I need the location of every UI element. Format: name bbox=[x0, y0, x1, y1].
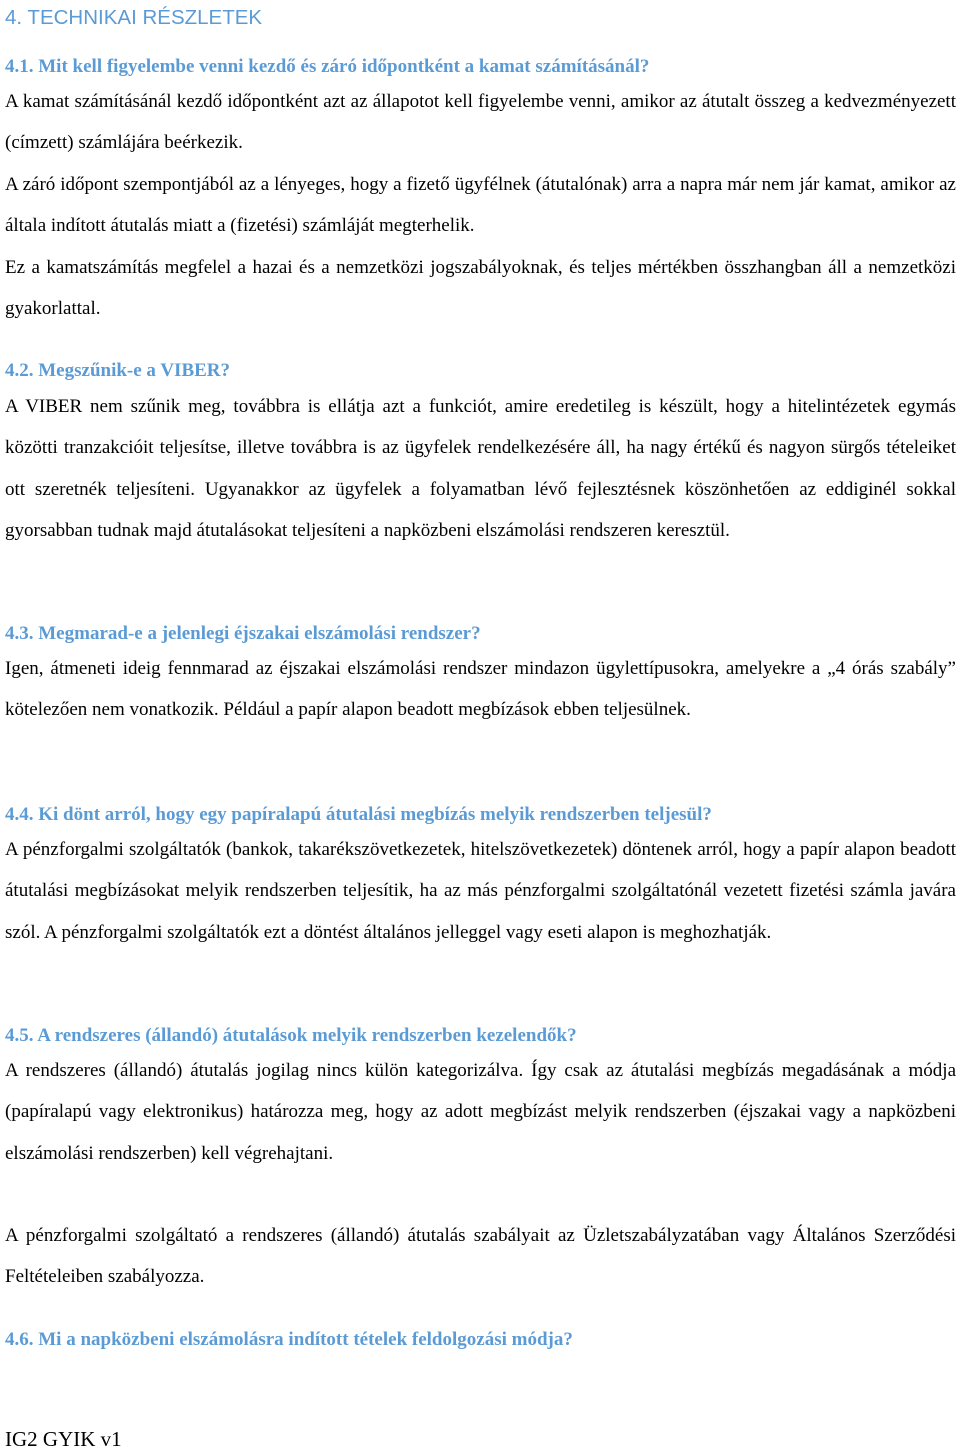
section-heading-4-1: 4.1. Mit kell figyelembe venni kezdő és záró időpontként a kamat számításánál? bbox=[5, 56, 650, 77]
section-4-5-paragraph-1: A rendszeres (állandó) átutalás jogilag nincs külön kategorizálva. Így csak az átutalási megbízás megadásának a módja (papíralapú vagy elektronikus) határozza meg, hogy az adott megbízást melyik rendszerben (éjszakai vagy a napközbeni elszámolási rendszerben) kell végrehajtani. bbox=[5, 1060, 956, 1164]
section-4-4-paragraph-1: A pénzforgalmi szolgáltatók (bankok, takarékszövetkezetek, hitelszövetkezetek) döntenek arról, hogy a papír alapon beadott átutalási megbízásokat melyik rendszerben teljesítik, ha az más pénzforgalmi szolgáltatónál vezetett fizetési számla javára szól. A pénzforgalmi szolgáltatók ezt a döntést általános jelleggel vagy eseti alapon is meghozhatják. bbox=[5, 839, 956, 943]
section-heading-4-6: 4.6. Mi a napközbeni elszámolásra indított tételek feldolgozási módja? bbox=[5, 1329, 573, 1350]
section-4-2-paragraph-1: A VIBER nem szűnik meg, továbbra is ellátja azt a funkciót, amire eredetileg is készült, hogy a hitelintézetek egymás közötti tranzakcióit teljesítse, illetve továbbra is az ügyfelek rendelkezésére áll, ha nagy értékű és nagyon sürgős tételeiket ott szeretnék teljesíteni. Ugyanakkor az ügyfelek a folyamatban lévő fejlesztésnek köszönhetően az eddiginél sokkal gyorsabban tudnak majd átutalásokat teljesíteni a napközbeni elszámolási rendszeren keresztül. bbox=[5, 396, 956, 541]
section-heading-4-5: 4.5. A rendszeres (állandó) átutalások melyik rendszerben kezelendők? bbox=[5, 1025, 577, 1046]
section-4-1-paragraph-3: Ez a kamatszámítás megfelel a hazai és a nemzetközi jogszabályoknak, és teljes mértékben összhangban áll a nemzetközi gyakorlattal. bbox=[5, 257, 956, 320]
section-4-3-paragraph-1: Igen, átmeneti ideig fennmarad az éjszakai elszámolási rendszer mindazon ügylettípusokra, amelyekre a „4 órás szabály” kötelezően nem vonatkozik. Például a papír alapon beadott megbízások ebben teljesülnek. bbox=[5, 658, 956, 721]
section-4-1-paragraph-1: A kamat számításánál kezdő időpontként azt az állapotot kell figyelembe venni, amikor az átutalt összeg a kedvezményezett (címzett) számlájára beérkezik. bbox=[5, 91, 956, 154]
document-title: 4. TECHNIKAI RÉSZLETEK bbox=[5, 6, 263, 29]
section-4-1-paragraph-2: A záró időpont szempontjából az a lényeges, hogy a fizető ügyfélnek (átutalónak) arra a napra már nem jár kamat, amikor az általa indított átutalás miatt a (fizetési) számláját megterhelik. bbox=[5, 174, 956, 237]
page-footer: IG2 GYIK v1 bbox=[5, 1427, 122, 1451]
section-heading-4-2: 4.2. Megszűnik-e a VIBER? bbox=[5, 360, 231, 381]
section-heading-4-4: 4.4. Ki dönt arról, hogy egy papíralapú átutalási megbízás melyik rendszerben teljesül? bbox=[5, 804, 712, 825]
section-heading-4-3: 4.3. Megmarad-e a jelenlegi éjszakai elszámolási rendszer? bbox=[5, 623, 481, 644]
section-4-5-paragraph-2: A pénzforgalmi szolgáltató a rendszeres (állandó) átutalás szabályait az Üzletszabályzatában vagy Általános Szerződési Feltételeiben szabályozza. bbox=[5, 1225, 956, 1288]
